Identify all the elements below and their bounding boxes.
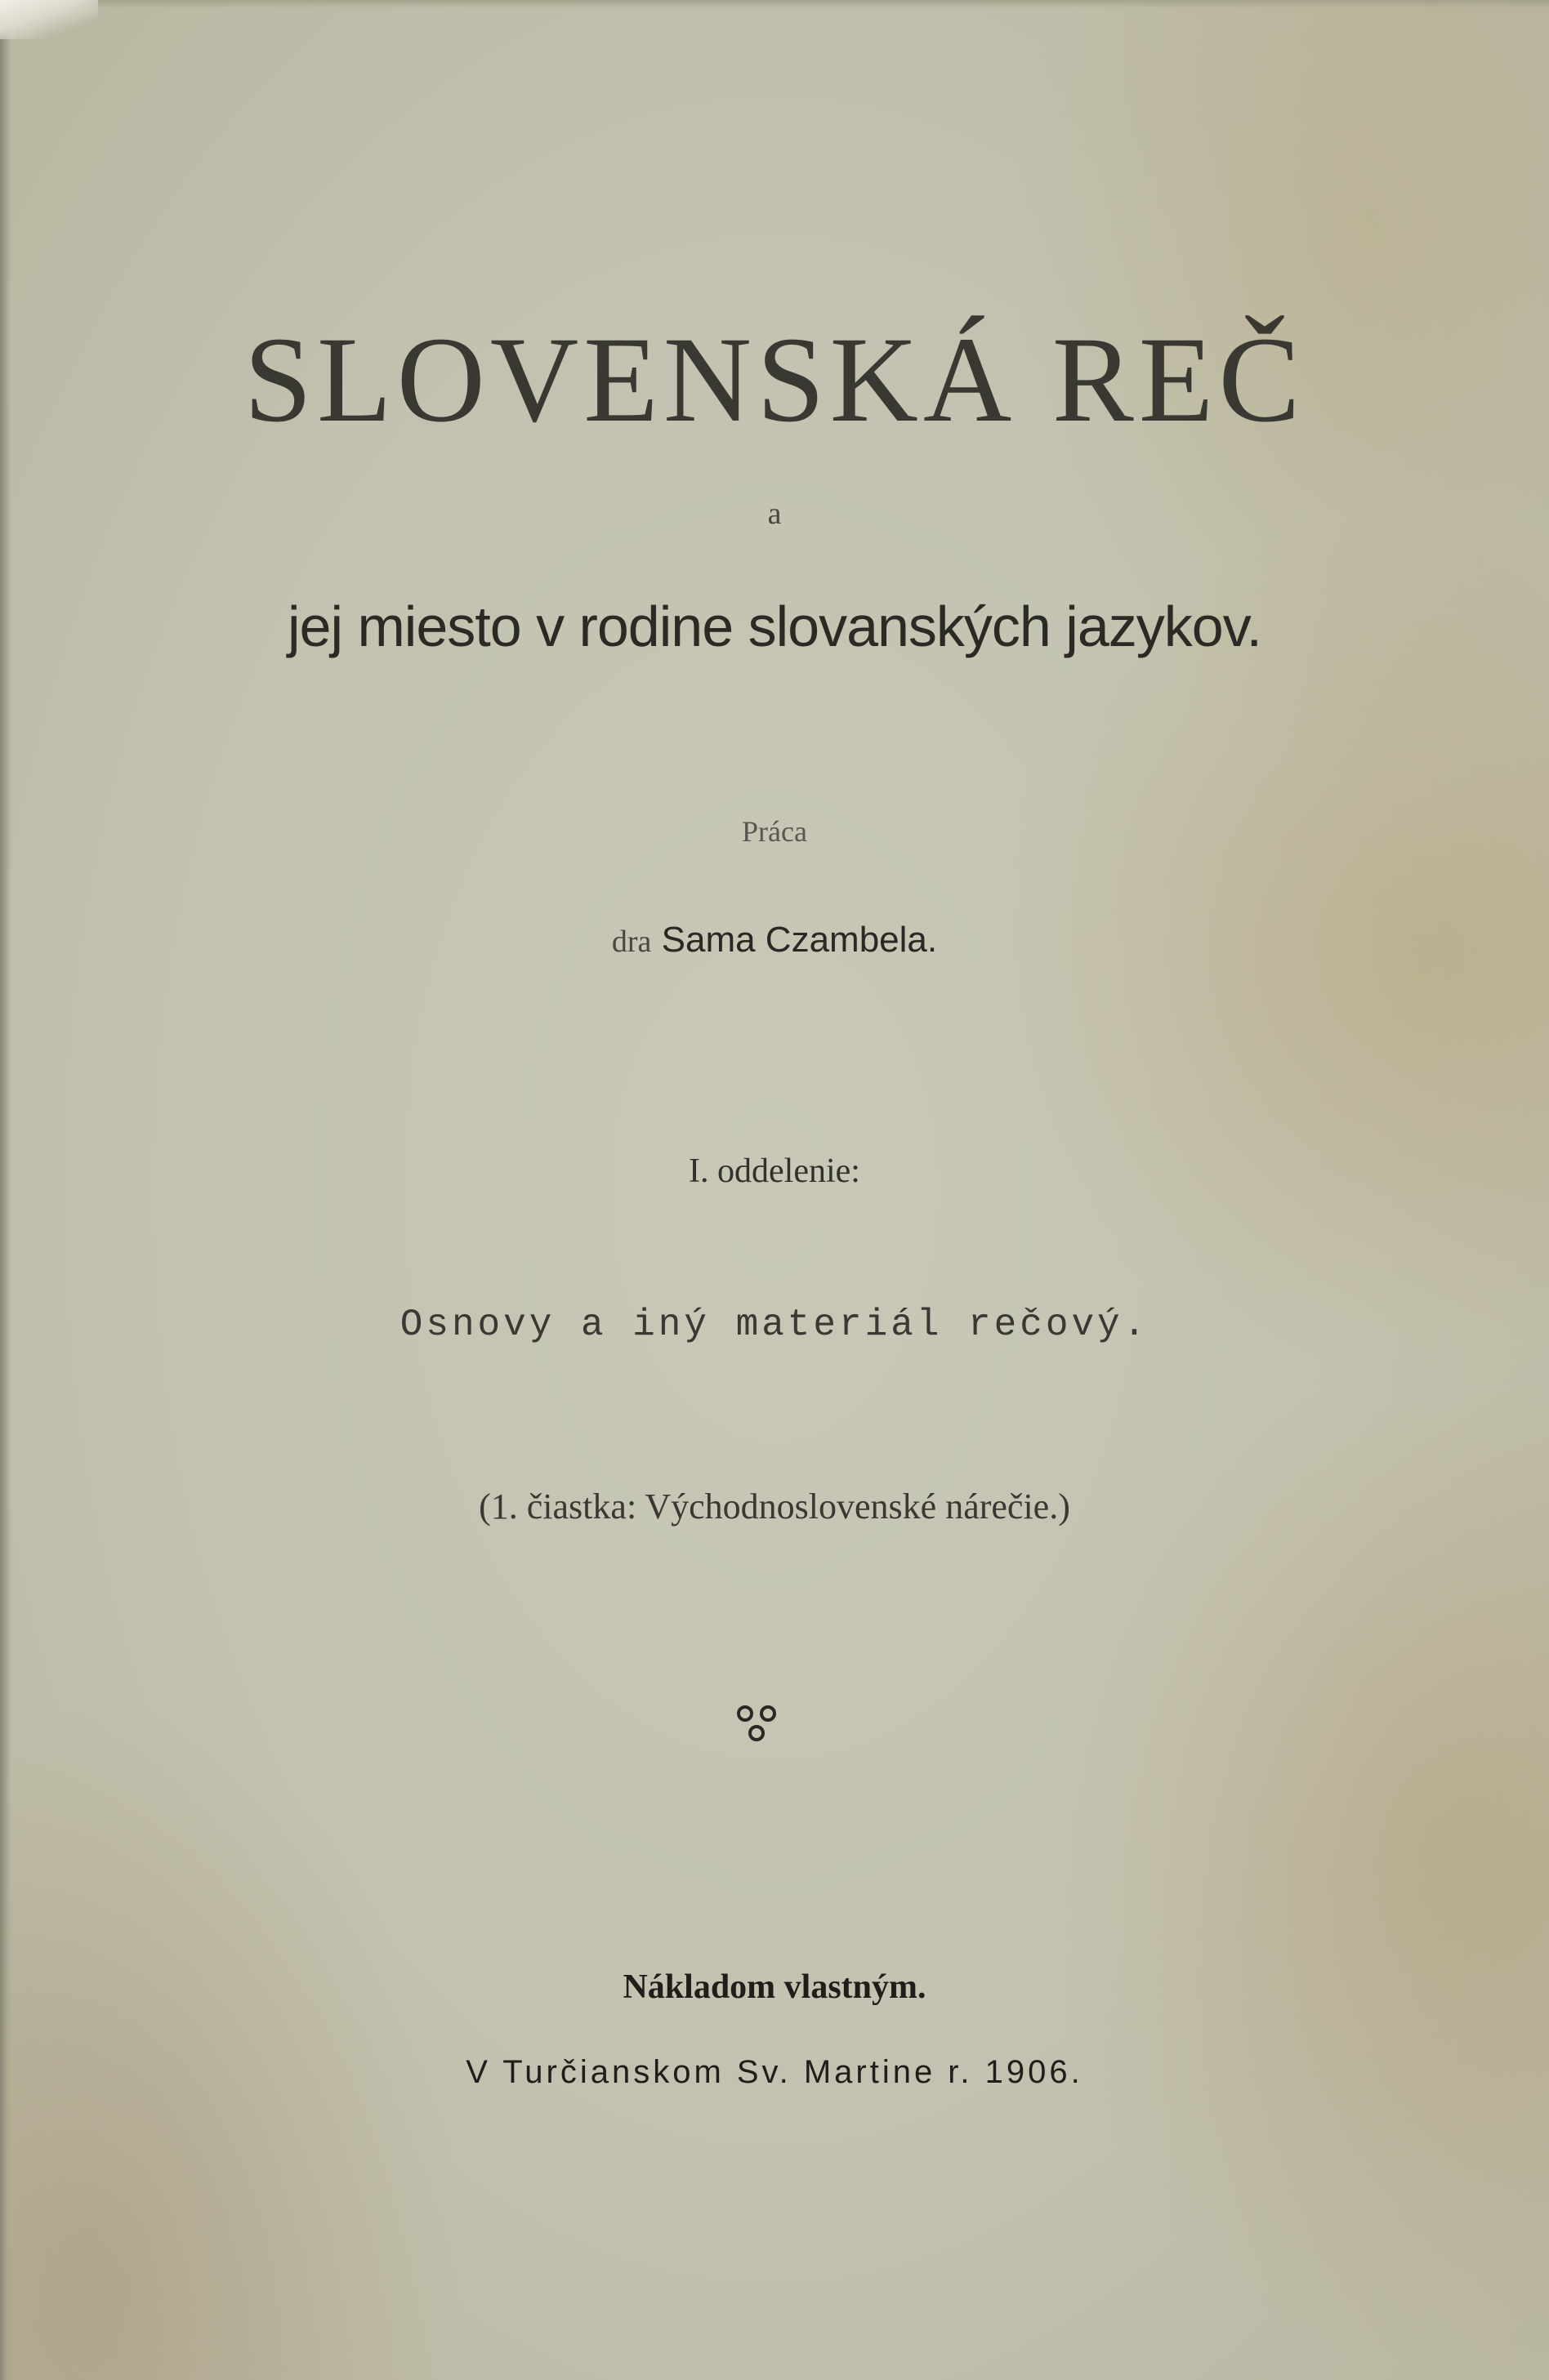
place-date-line: V Turčianskom Sv. Martine r. 1906.: [466, 2054, 1083, 2090]
book-title: SLOVENSKÁ REČ: [243, 312, 1306, 448]
author-prefix: dra: [611, 925, 652, 959]
work-label: Práca: [742, 815, 807, 848]
material-line: Osnovy a iný materiál rečový.: [400, 1304, 1149, 1346]
part-line: (1. čiastka: Východnoslovenské nárečie.): [479, 1486, 1070, 1526]
publisher-line: Nákladom vlastným.: [623, 1968, 926, 2006]
author-name: Sama Czambela.: [661, 920, 938, 960]
title-conjunction: a: [767, 497, 782, 531]
book-subtitle: jej miesto v rodine slovanských jazykov.: [288, 595, 1261, 658]
three-circles-ornament-icon: [732, 1699, 781, 1748]
page-top-edge: [0, 0, 1549, 8]
author-line: [0, 916, 1549, 965]
torn-corner: [0, 0, 98, 39]
section-heading: I. oddelenie:: [689, 1152, 860, 1190]
